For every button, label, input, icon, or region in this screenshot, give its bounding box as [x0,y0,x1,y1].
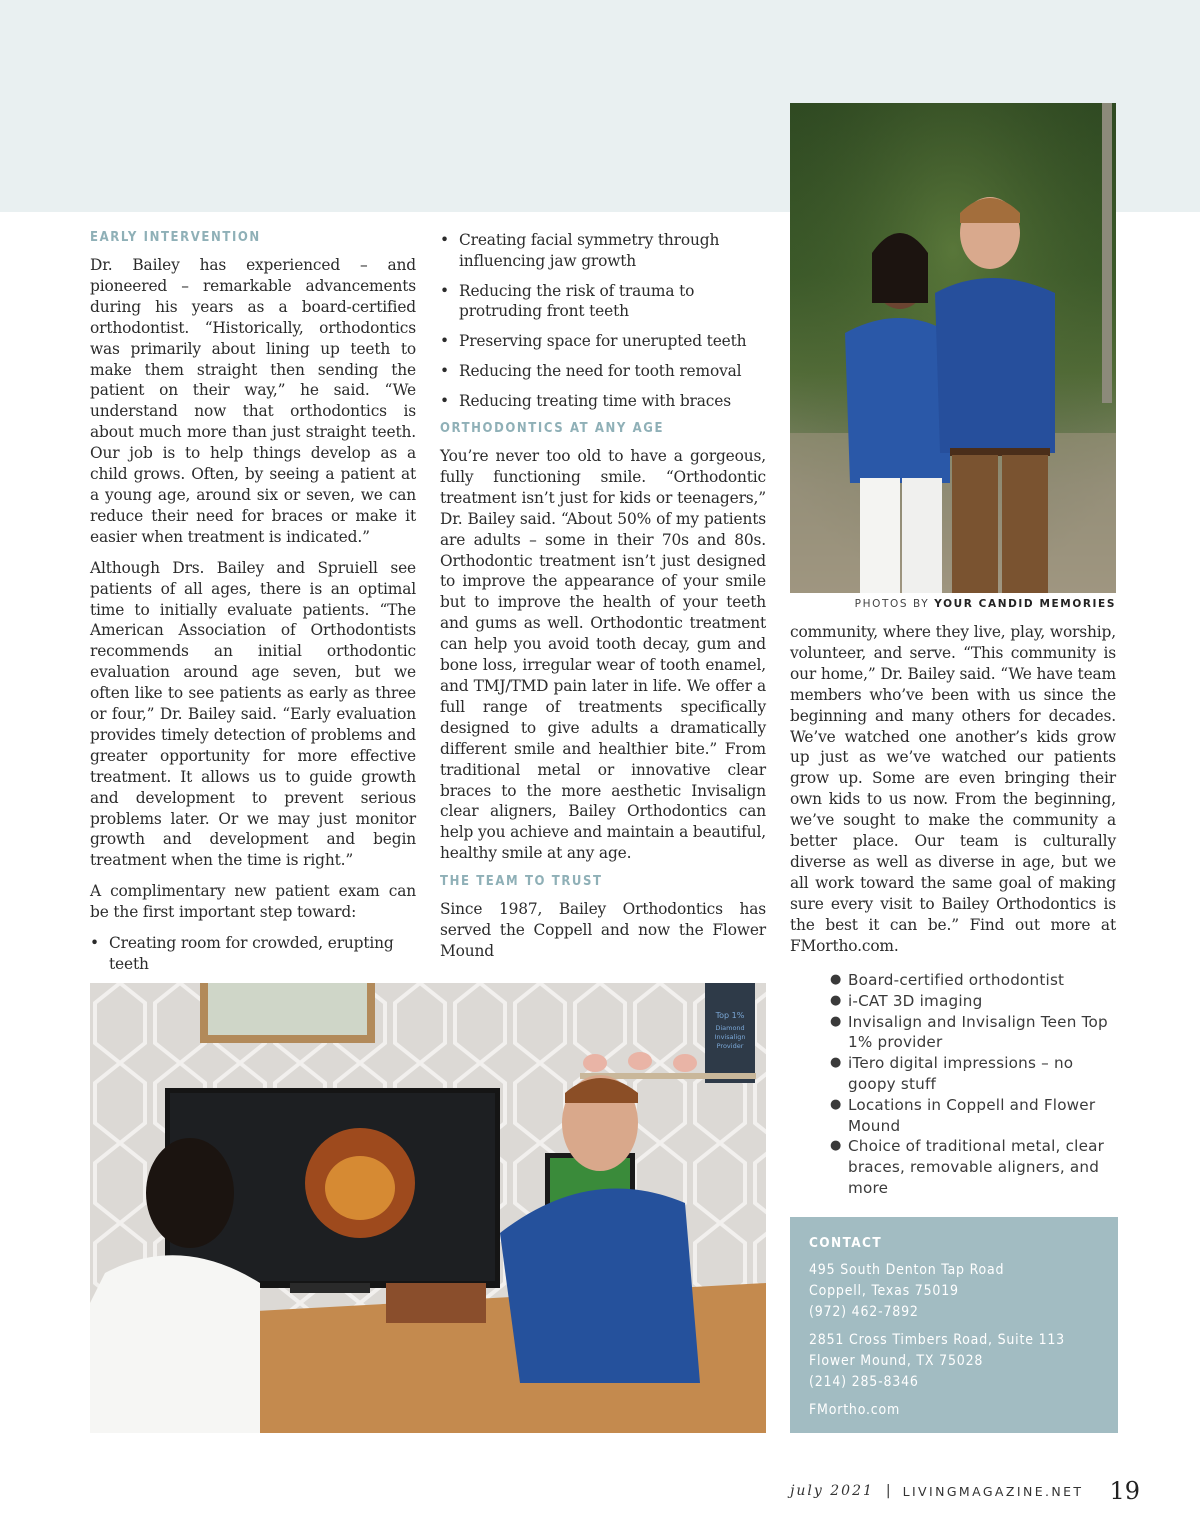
doctors-portrait-photo [790,103,1116,593]
address-line: 2851 Cross Timbers Road, Suite 113 [809,1332,1065,1348]
feature-item: ● Board-certified orthodontist [830,970,1120,991]
section-heading-early-intervention: EARLY INTERVENTION [90,230,261,245]
list-item: • Creating facial symmetry through influencing jaw growth [440,230,766,271]
list-item: • Reducing the risk of trauma to protruding front teeth [440,281,766,322]
article-column-2 [440,230,766,972]
issue-date: july 2021 [790,1483,874,1499]
paragraph: You’re never too old to have a gorgeous, fully functioning smile. “Orthodontic treatment isn’t just for kids or teenagers,” Dr. Bailey said. “About 50% of my patients are adults – some in their 70s and 80s. Orthodontic treatment isn’t just designed to improve the appearance of your smile but to improve the health of your teeth and gums as well. Orthodontic treatment can help you avoid tooth decay, gum and bone loss, irregular wear of tooth enamel, and TMJ/TMD pain later in life. We offer a full range of treatments specifically designed to give adults a dramatically different smile and healthier bite.” From traditional metal or innovative clear braces to the more aesthetic Invisalign clear aligners, Bailey Orthodontics can help you achieve and maintain a beautiful, healthy smile at any age. [440,447,766,863]
paragraph: Although Drs. Bailey and Spruiell see patients of all ages, there is an optimal time to initially evaluate patients. “The American Association of Orthodontists recommends an initial orthodontic evaluation around age seven, but we often like to see patients as early as three or four,” Dr. Bailey said. “Early evaluation provides timely detection of problems and greater opportunity for more effective treatment. It allows us to guide growth and development to prevent serious problems later. Or we may just monitor growth and development and begin treatment when the time is right.” [90,558,416,870]
feature-item: ● Locations in Coppell and Flower Mound [830,1095,1120,1137]
feature-item: ● Choice of traditional metal, clear braces, removable aligners, and more [830,1136,1120,1198]
feature-item: ● i-CAT 3D imaging [830,991,1120,1012]
paragraph: community, where they live, play, worship, volunteer, and serve. “This community is our home,” Dr. Bailey said. “We have team members who’ve been with us since the beginning and many others for decades. We’ve watched one another’s kids grow up just as we’ve watched our patients grow up. Some are even bringing their own kids to us now. From the beginning, we’ve sought to make the community a better place. Our team is culturally diverse as well as diverse in age, but we all work toward the same goal of making sure every visit to Bailey Orthodontics is the best it can be.” Find out more at FMortho.com. [790,623,1116,955]
article-column-3 [790,622,1116,967]
paragraph: A complimentary new patient exam can be the first important step toward: [90,882,416,922]
office-consultation-photo [90,983,766,1433]
list-item: • Reducing the need for tooth removal [440,361,766,382]
section-heading-any-age: ORTHODONTICS AT ANY AGE [440,421,665,436]
benefit-list [90,933,416,974]
phone-number[interactable]: (972) 462-7892 [809,1304,919,1320]
practice-features-list [830,970,1120,1199]
list-item: • Reducing treating time with braces [440,391,766,412]
feature-item: ● Invisalign and Invisalign Teen Top 1% provider [830,1012,1120,1054]
page-footer [780,1476,1140,1506]
section-heading-team: THE TEAM TO TRUST [440,874,603,890]
address-line: Coppell, Texas 75019 [809,1283,959,1299]
feature-item: ● iTero digital impressions – no goopy stuff [830,1053,1120,1095]
contact-title: CONTACT [809,1235,883,1251]
photo-credit-prefix: PHOTOS BY [854,598,930,610]
badge-line: Invisalign [714,1033,746,1041]
website-link[interactable]: FMortho.com [809,1402,901,1418]
badge-line: Provider [716,1042,744,1050]
page-number: 19 [1109,1477,1140,1505]
photo-credit [790,598,1116,610]
list-item: • Preserving space for unerupted teeth [440,331,766,352]
paragraph: Since 1987, Bailey Orthodontics has served the Coppell and now the Flower Mound [440,900,766,960]
doctors-portrait-illustration [790,103,1116,593]
article-column-1 [90,230,416,984]
photo-credit-name: YOUR CANDID MEMORIES [934,598,1116,610]
list-item: • Creating room for crowded, erupting teeth [90,933,416,974]
address-line: 495 South Denton Tap Road [809,1262,1005,1278]
phone-number[interactable]: (214) 285-8346 [809,1374,919,1390]
magazine-website: LIVINGMAGAZINE.NET [902,1483,1084,1499]
paragraph: Dr. Bailey has experienced – and pioneered – remarkable advancements during his years as a board-certified orthodontist. “Historically, orthodontics was primarily about lining up teeth to make them straight then sending the patient on their way,” he said. “We understand now that orthodontics is about much more than just straight teeth. Our job is to help things develop as a child grows. Often, by seeing a patient at a young age, around six or seven, we can reduce their need for braces or make it easier when treatment is indicated.” [90,256,416,546]
badge-line: Diamond [715,1024,745,1032]
address-line: Flower Mound, TX 75028 [809,1353,984,1369]
office-consultation-illustration [90,983,766,1433]
badge-title: Top 1% [715,1011,745,1020]
benefit-list [440,230,766,412]
footer-separator: | [885,1483,891,1499]
contact-box [790,1217,1118,1433]
